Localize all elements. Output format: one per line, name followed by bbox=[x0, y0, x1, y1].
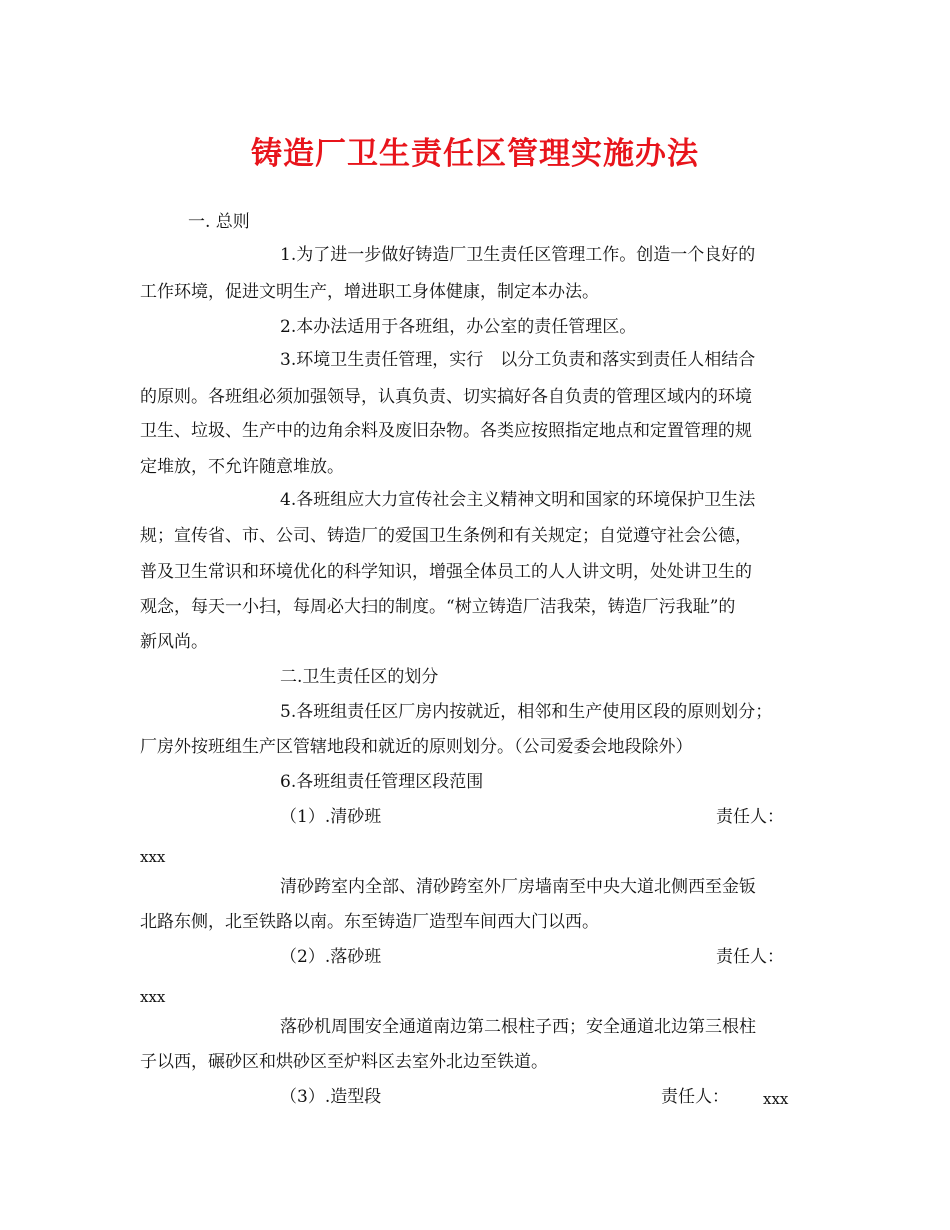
responsible-person-name: xxx bbox=[763, 1090, 789, 1108]
paragraph-line: 清砂跨室内全部、清砂跨室外厂房墙南至中央大道北侧西至金钣 bbox=[280, 877, 756, 897]
responsible-person-name: xxx bbox=[140, 988, 166, 1006]
responsible-person-label: 责任人： bbox=[716, 807, 784, 827]
paragraph-line: 落砂机周围安全通道南边第二根柱子西；安全通道北边第三根柱 bbox=[280, 1017, 756, 1037]
responsible-person-label: 责任人： bbox=[716, 947, 784, 967]
paragraph-line: 观念，每天一小扫，每周必大扫的制度。“树立铸造厂洁我荣，铸造厂污我耻”的 bbox=[140, 597, 736, 617]
paragraph-line: 3.环境卫生责任管理，实行 以分工负责和落实到责任人相结合 bbox=[280, 350, 756, 370]
paragraph-line: 2.本办法适用于各班组，办公室的责任管理区。 bbox=[280, 317, 637, 337]
responsible-person-label: 责任人： bbox=[661, 1087, 729, 1107]
paragraph-line: 普及卫生常识和环境优化的科学知识，增强全体员工的人人讲文明，处处讲卫生的 bbox=[140, 562, 752, 582]
paragraph-line: 5.各班组责任区厂房内按就近，相邻和生产使用区段的原则划分； bbox=[280, 702, 773, 722]
paragraph-line: 卫生、垃圾、生产中的边角余料及废旧杂物。各类应按照指定地点和定置管理的规 bbox=[140, 421, 752, 441]
team-heading: （2）.落砂班 bbox=[280, 947, 382, 967]
team-heading: （1）.清砂班 bbox=[280, 807, 382, 827]
document-title: 铸造厂卫生责任区管理实施办法 bbox=[251, 136, 699, 172]
paragraph-line: 新风尚。 bbox=[140, 632, 208, 652]
paragraph-line: 4.各班组应大力宣传社会主义精神文明和国家的环境保护卫生法 bbox=[280, 490, 756, 510]
paragraph-line: 定堆放，不允许随意堆放。 bbox=[140, 457, 344, 477]
responsible-person-name: xxx bbox=[140, 848, 166, 866]
paragraph-line: 子以西，碾砂区和烘砂区至炉料区去室外北边至铁道。 bbox=[140, 1052, 548, 1072]
paragraph-line: 厂房外按班组生产区管辖地段和就近的原则划分。（公司爱委会地段除外） bbox=[140, 737, 693, 757]
paragraph-line: 北路东侧，北至铁路以南。东至铸造厂造型车间西大门以西。 bbox=[140, 912, 599, 932]
section-heading-division: 二.卫生责任区的划分 bbox=[280, 667, 439, 687]
paragraph-line: 规；宣传省、市、公司、铸造厂的爱国卫生条例和有关规定；自觉遵守社会公德， bbox=[140, 526, 752, 546]
paragraph-line: 的原则。各班组必须加强领导，认真负责、切实搞好各自负责的管理区域内的环境 bbox=[140, 387, 752, 407]
team-heading: （3）.造型段 bbox=[280, 1087, 382, 1107]
paragraph-line: 工作环境，促进文明生产，增进职工身体健康，制定本办法。 bbox=[140, 282, 599, 302]
paragraph-line: 1.为了进一步做好铸造厂卫生责任区管理工作。创造一个良好的 bbox=[280, 245, 756, 265]
paragraph-line: 6.各班组责任管理区段范围 bbox=[280, 772, 484, 792]
section-heading-general: 一. 总则 bbox=[188, 212, 250, 232]
